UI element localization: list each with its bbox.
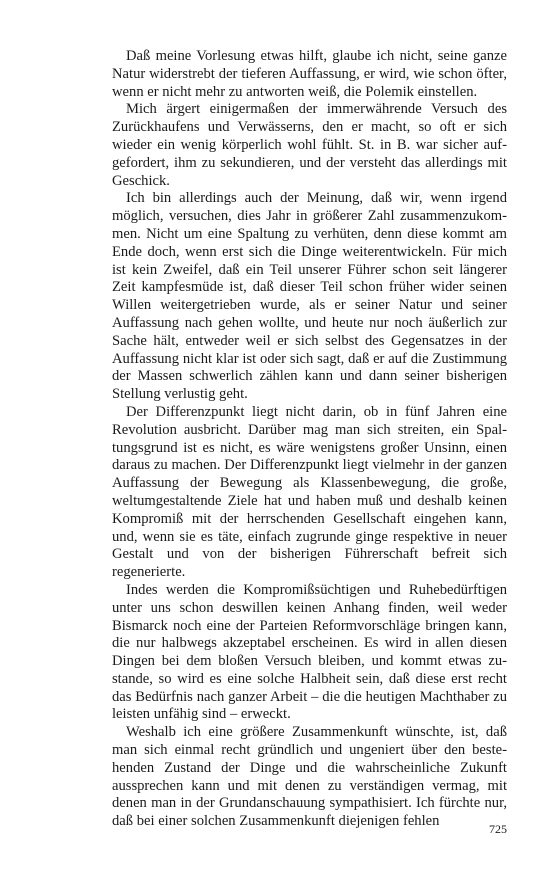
page-number: 725	[489, 822, 507, 836]
paragraph-6: Weshalb ich eine größere Zusammenkunft wünschte, ist, daß man sich einmal recht gründlich und ungeniert über den bestehenden Zustand der Dinge und die wahrscheinliche Zukunft aussprechen kann und mit denen zu verständigen vermag, mit denen man in der Grundanschauung sympathisiert. Ich fürchte nur, daß bei einer solchen Zusammenkunft diejenigen fehlen	[112, 724, 507, 830]
paragraph-5: Indes werden die Kompromißsüchtigen und Ruhebedürftigen unter uns schon deswillen keinen Anhang finden, weil weder Bismarck noch eine der Parteien Reformvorschläge bringen kann, die nur halbwegs akzeptabel erscheinen. Es wird in allen diesen Dingen bei dem bloßen Versuch bleiben, und kommt etwas zustande, so wird es eine solche Halbheit sein, daß diese erst recht das Bedürfnis nach ganzer Arbeit – die die heutigen Machthaber zu leisten unfähig sind – erweckt.	[112, 581, 507, 723]
body-text	[112, 48, 507, 831]
paragraph-1: Daß meine Vorlesung etwas hilft, glaube ich nicht, seine ganze Natur widerstrebt der tieferen Auffassung, er wird, wie schon öfter, wenn er nicht mehr zu antworten weiß, die Polemik einstellen.	[112, 48, 507, 100]
paragraph-4: Der Differenzpunkt liegt nicht darin, ob in fünf Jahren eine Revolution ausbricht. Darüber mag man sich streiten, ein Spaltungsgrund ist es nicht, es wäre wenigstens großer Unsinn, einen daraus zu machen. Der Differenzpunkt liegt vielmehr in der ganzen Auffassung der Bewegung als Klassenbewegung, die große, weltumgestaltende Ziele hat und haben muß und deshalb keinen Kompromiß mit der herrschenden Gesellschaft eingehen kann, und, wenn sie es täte, einfach zugrunde ginge respektive in neuer Gestalt und von der bisherigen Führerschaft befreit sich regenerierte.	[112, 403, 507, 581]
paragraph-2: Mich ärgert einigermaßen der immerwährende Versuch des Zurückhaufens und Verwässerns, den er macht, so oft er sich wieder ein wenig körperlich wohl fühlt. St. in B. war sicher aufgefordert, ihm zu sekundieren, und der versteht das allerdings mit Geschick.	[112, 101, 507, 189]
paragraph-3: Ich bin allerdings auch der Meinung, daß wir, wenn irgend möglich, versuchen, dies Jahr in größerer Zahl zusammenzukommen. Nicht um eine Spaltung zu verhüten, denn diese kommt am Ende doch, wenn erst sich die Dinge weiterentwickeln. Für mich ist kein Zweifel, daß ein Teil unserer Führer schon seit längerer Zeit kampfesmüde ist, daß dieser Teil schon früher wider seinen Willen weitergetrieben wurde, als er seiner Natur und seiner Auffassung nach gehen wollte, und heute nur noch äußerlich zur Sache hält, entweder weil er sich selbst des Gegensatzes in der Auffassung nicht klar ist oder sich sagt, daß er auf die Zustimmung der Massen schwerlich zählen kann und dann seiner bisherigen Stellung verlustig geht.	[112, 190, 507, 403]
